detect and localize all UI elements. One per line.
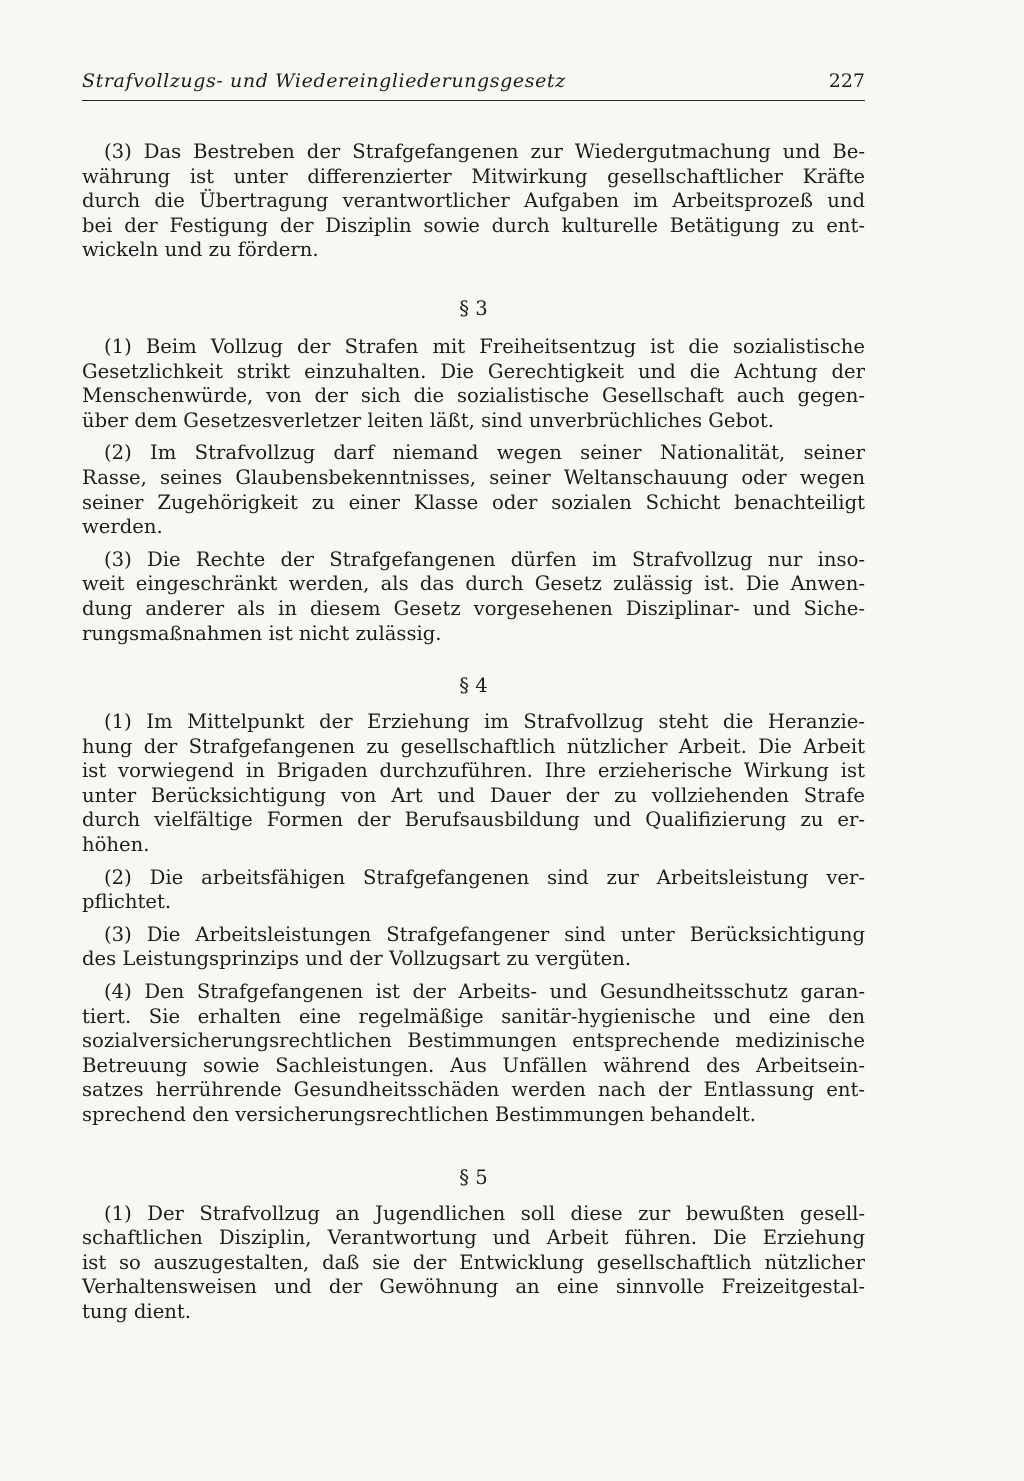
text-line: über dem Gesetzesverletzer leiten läßt, sind unverbrüchliches Gebot.	[82, 408, 774, 432]
text-line: (2) Die arbeitsfähigen Strafgefangenen sind zur Arbeitsleistung ver-	[104, 865, 865, 889]
text-line: bei der Festigung der Disziplin sowie durch kulturelle Betätigung zu ent-	[82, 213, 865, 237]
paragraph	[82, 140, 865, 263]
text-line: seiner Zugehörigkeit zu einer Klasse oder sozialen Schicht benachteiligt	[82, 490, 865, 514]
text-line: rungsmaßnahmen ist nicht zulässig.	[82, 621, 442, 645]
text-line: hung der Strafgefangenen zu gesellschaftlich nützlicher Arbeit. Die Arbeit	[82, 734, 865, 758]
text-line: Rasse, seines Glaubensbekenntnisses, seiner Weltanschauung oder wegen	[82, 465, 865, 489]
running-header	[82, 70, 865, 101]
paragraph	[82, 335, 865, 433]
text-line: pflichtet.	[82, 890, 172, 914]
section-heading-5: § 5	[459, 1165, 488, 1189]
text-line: sozialversicherungsrechtlichen Bestimmungen entsprechende medizinische	[82, 1029, 865, 1053]
text-line: (1) Im Mittelpunkt der Erziehung im Strafvollzug steht die Heranzie-	[104, 710, 865, 734]
paragraph	[82, 923, 865, 972]
text-line: Gesetzlichkeit strikt einzuhalten. Die Gerechtigkeit und die Achtung der	[82, 359, 865, 383]
text-line: ist vorwiegend in Brigaden durchzuführen. Ihre erzieherische Wirkung ist	[82, 759, 865, 783]
text-line: (2) Im Strafvollzug darf niemand wegen seiner Nationalität, seiner	[104, 441, 865, 465]
text-line: (4) Den Strafgefangenen ist der Arbeits- und Gesundheitsschutz garan-	[104, 980, 865, 1004]
paragraph	[82, 441, 865, 539]
text-line: schaftlichen Disziplin, Verantwortung und Arbeit führen. Die Erziehung	[82, 1226, 865, 1250]
text-line: weit eingeschränkt werden, als das durch Gesetz zulässig ist. Die Anwen-	[82, 572, 865, 596]
text-line: durch die Übertragung verantwortlicher Aufgaben im Arbeitsprozeß und	[82, 189, 865, 213]
text-line: tung dient.	[82, 1299, 192, 1323]
text-line: währung ist unter differenzierter Mitwirkung gesellschaftlicher Kräfte	[82, 164, 865, 188]
page-body	[82, 140, 865, 1333]
text-line: Verhaltensweisen und der Gewöhnung an eine sinnvolle Freizeitgestal-	[82, 1275, 865, 1299]
paragraph	[82, 980, 865, 1128]
text-line: satzes herrührende Gesundheitsschäden werden nach der Entlassung ent-	[82, 1078, 865, 1102]
text-line: werden.	[82, 515, 163, 539]
paragraph	[82, 710, 865, 858]
section-heading-3: § 3	[459, 296, 488, 320]
paragraph	[82, 1202, 865, 1325]
text-line: höhen.	[82, 833, 150, 857]
text-line: wickeln und zu fördern.	[82, 238, 319, 262]
running-title: Strafvollzugs- und Wiedereingliederungsgesetz	[82, 70, 566, 92]
text-line: (3) Die Rechte der Strafgefangenen dürfen im Strafvollzug nur inso-	[104, 547, 865, 571]
page-number: 227	[828, 70, 865, 92]
text-line: dung anderer als in diesem Gesetz vorgesehenen Disziplinar- und Siche-	[82, 596, 865, 620]
text-line: tiert. Sie erhalten eine regelmäßige sanitär-hygienische und eine den	[82, 1004, 865, 1028]
text-line: (3) Das Bestreben der Strafgefangenen zur Wiedergutmachung und Be-	[104, 140, 865, 163]
paragraph	[82, 548, 865, 646]
text-line: unter Berücksichtigung von Art und Dauer der zu vollziehenden Strafe	[82, 783, 865, 807]
section-heading-4: § 4	[459, 674, 488, 698]
paragraph	[82, 866, 865, 915]
text-line: ist so auszugestalten, daß sie der Entwicklung gesellschaftlich nützlicher	[82, 1250, 865, 1274]
text-line: durch vielfältige Formen der Berufsausbildung und Qualifizierung zu er-	[82, 808, 865, 832]
text-line: (1) Beim Vollzug der Strafen mit Freiheitsentzug ist die sozialistische	[104, 334, 865, 358]
text-line: Betreuung sowie Sachleistungen. Aus Unfällen während des Arbeitsein-	[82, 1053, 865, 1077]
text-line: sprechend den versicherungsrechtlichen Bestimmungen behandelt.	[82, 1103, 757, 1126]
text-line: Menschenwürde, von der sich die sozialistische Gesellschaft auch gegen-	[82, 384, 865, 408]
text-line: (3) Die Arbeitsleistungen Strafgefangener sind unter Berücksichtigung	[104, 922, 865, 946]
text-line: (1) Der Strafvollzug an Jugendlichen soll diese zur bewußten gesell-	[104, 1201, 865, 1225]
text-line: des Leistungsprinzips und der Vollzugsart zu vergüten.	[82, 947, 632, 971]
